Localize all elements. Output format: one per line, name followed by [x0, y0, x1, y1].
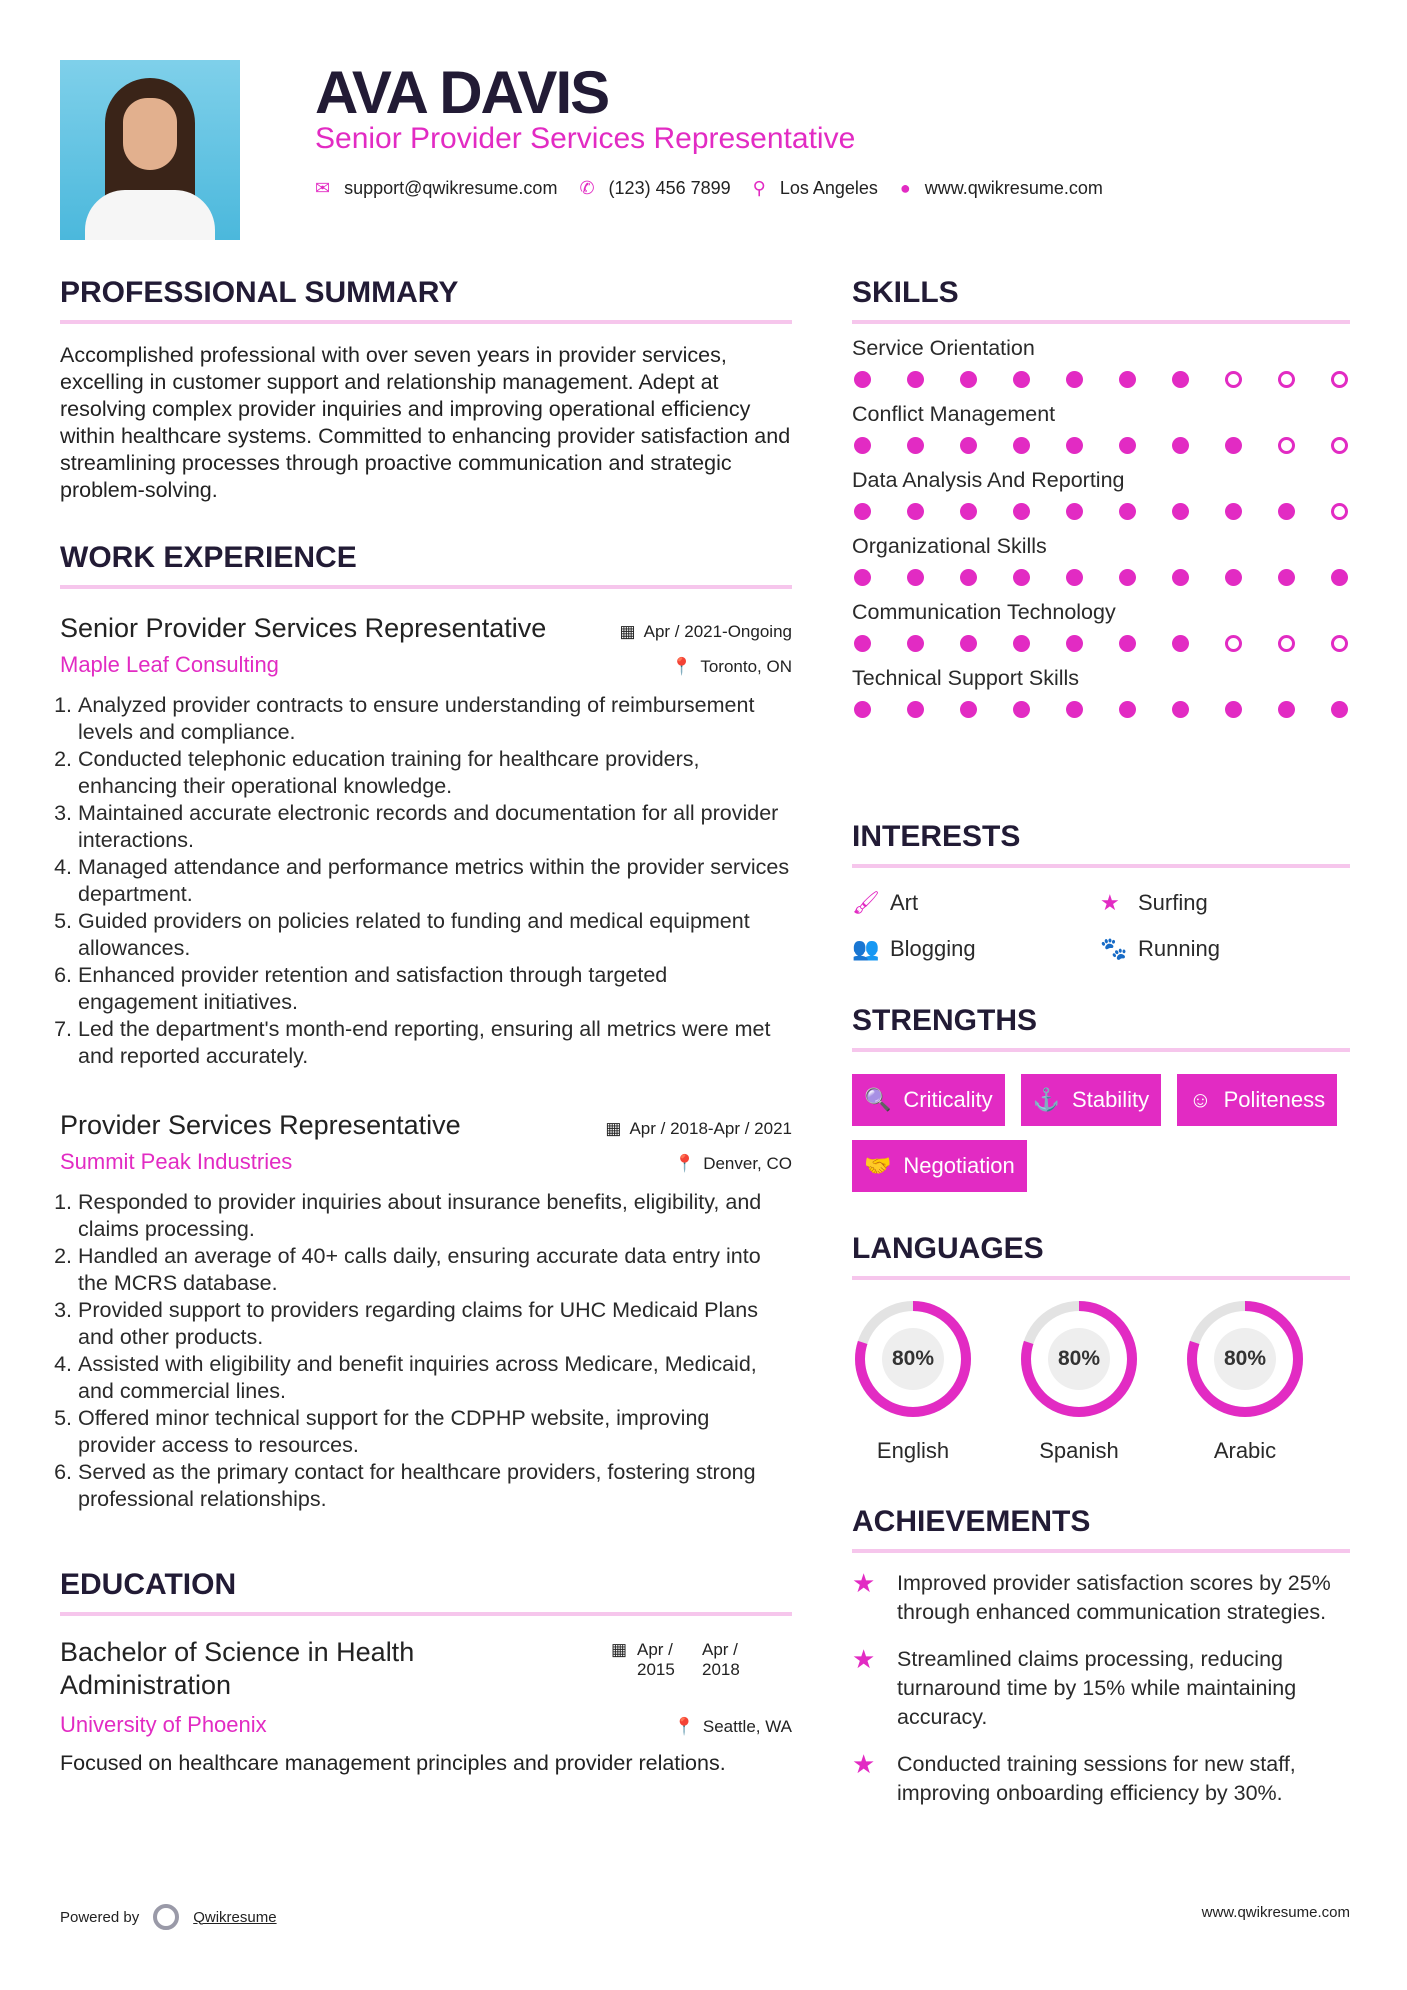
- filled-dot-icon: [1172, 437, 1189, 454]
- interests-section: [852, 820, 1350, 962]
- empty-dot-icon: [1225, 371, 1242, 388]
- website[interactable]: www.qwikresume.com: [924, 178, 1103, 198]
- filled-dot-icon: [1013, 371, 1030, 388]
- footer-url[interactable]: www.qwikresume.com: [1201, 1904, 1350, 1921]
- filled-dot-icon: [854, 371, 871, 388]
- skill-name: Technical Support Skills: [852, 666, 1080, 690]
- skill-rating: [852, 701, 1350, 718]
- globe-icon: ●: [899, 178, 911, 198]
- paw-icon: 🐾: [1100, 936, 1128, 961]
- calendar-icon: ▦: [619, 622, 636, 641]
- filled-dot-icon: [1013, 701, 1030, 718]
- language-percent: 80%: [1048, 1328, 1110, 1390]
- location: Los Angeles: [779, 178, 878, 198]
- language-name: Arabic: [1213, 1438, 1277, 1463]
- work-section: [60, 541, 792, 1513]
- filled-dot-icon: [1225, 569, 1242, 586]
- powered-label: Powered by: [60, 1908, 140, 1926]
- section-heading: PROFESSIONAL SUMMARY: [60, 276, 459, 309]
- summary-section: [60, 276, 792, 504]
- edu-start: Apr / 2015: [637, 1640, 675, 1679]
- strength-label: Negotiation: [903, 1153, 1015, 1178]
- candidate-title: Senior Provider Services Representative: [315, 122, 856, 155]
- filled-dot-icon: [907, 371, 924, 388]
- language-percent: 80%: [1214, 1328, 1276, 1390]
- interest-item: [852, 936, 1100, 962]
- list-item: 1. Responded to provider inquiries about insurance benefits, eligibility, and claims processing.: [78, 1189, 792, 1243]
- filled-dot-icon: [1225, 437, 1242, 454]
- filled-dot-icon: [907, 701, 924, 718]
- empty-dot-icon: [1278, 437, 1295, 454]
- filled-dot-icon: [1119, 437, 1136, 454]
- envelope-icon: ✉: [315, 178, 331, 198]
- degree: Bachelor of Science in Health Administration: [60, 1637, 415, 1700]
- section-heading: LANGUAGES: [852, 1232, 1044, 1265]
- achievement-item: [852, 1750, 1350, 1808]
- filled-dot-icon: [854, 569, 871, 586]
- language-item: [1184, 1298, 1350, 1464]
- list-item: 3. Maintained accurate electronic records and documentation for all provider interactions.: [78, 800, 792, 854]
- strength-label: Criticality: [903, 1087, 993, 1112]
- users-icon: 👥: [852, 936, 880, 961]
- divider: [852, 864, 1350, 868]
- section-heading: EDUCATION: [60, 1568, 237, 1601]
- filled-dot-icon: [854, 437, 871, 454]
- strength-label: Stability: [1072, 1087, 1150, 1112]
- list-item: 6. Served as the primary contact for healthcare providers, fostering strong professional relationships.: [78, 1459, 792, 1513]
- candidate-name: AVA DAVIS: [315, 59, 609, 126]
- job-dates: Apr / 2021-Ongoing: [643, 622, 792, 641]
- filled-dot-icon: [1278, 701, 1295, 718]
- divider: [852, 320, 1350, 324]
- filled-dot-icon: [960, 371, 977, 388]
- skill-item: [852, 402, 1350, 454]
- list-item: 1. Analyzed provider contracts to ensure understanding of reimbursement levels and compliance.: [78, 692, 792, 746]
- list-item: 5. Guided providers on policies related to funding and medical equipment allowances.: [78, 908, 792, 962]
- strength-badge: [1177, 1074, 1337, 1126]
- job-title: Senior Provider Services Representative: [60, 613, 547, 643]
- job-entry: [60, 1110, 792, 1513]
- divider: [60, 320, 792, 324]
- school: University of Phoenix: [60, 1712, 267, 1737]
- star-icon: ★: [852, 1644, 876, 1674]
- filled-dot-icon: [854, 503, 871, 520]
- star-icon: ★: [852, 1568, 876, 1598]
- section-heading: WORK EXPERIENCE: [60, 541, 357, 574]
- job-bullets: [60, 692, 792, 1070]
- divider: [852, 1549, 1350, 1553]
- languages-section: [852, 1232, 1350, 1464]
- email[interactable]: support@qwikresume.com: [344, 178, 558, 198]
- search-icon: 🔍: [864, 1087, 892, 1112]
- interest-label: Running: [1138, 936, 1220, 961]
- strength-badge: [852, 1140, 1027, 1192]
- filled-dot-icon: [1066, 569, 1083, 586]
- calendar-icon: ▦: [610, 1640, 627, 1659]
- empty-dot-icon: [1278, 371, 1295, 388]
- achievements-section: [852, 1505, 1350, 1808]
- filled-dot-icon: [1331, 569, 1348, 586]
- company: Summit Peak Industries: [60, 1149, 293, 1174]
- language-name: English: [876, 1438, 950, 1463]
- edu-description: Focused on healthcare management principles and provider relations.: [60, 1751, 726, 1775]
- qwikresume-logo-icon: [153, 1904, 179, 1930]
- filled-dot-icon: [1172, 701, 1189, 718]
- filled-dot-icon: [907, 437, 924, 454]
- edu-location: Seattle, WA: [702, 1717, 792, 1736]
- empty-dot-icon: [1331, 371, 1348, 388]
- interest-label: Art: [890, 890, 919, 915]
- skill-name: Data Analysis And Reporting: [852, 468, 1125, 492]
- empty-dot-icon: [1278, 635, 1295, 652]
- achievement-item: [852, 1645, 1350, 1732]
- job-title: Provider Services Representative: [60, 1110, 461, 1140]
- filled-dot-icon: [1119, 503, 1136, 520]
- filled-dot-icon: [1119, 371, 1136, 388]
- achievement-text: Streamlined claims processing, reducing turnaround time by 15% while maintaining accuracy.: [897, 1647, 1297, 1729]
- list-item: 3. Provided support to providers regarding claims for UHC Medicaid Plans and other products.: [78, 1297, 792, 1351]
- filled-dot-icon: [1225, 701, 1242, 718]
- pin-icon: 📍: [673, 1717, 695, 1736]
- filled-dot-icon: [960, 701, 977, 718]
- job-location: Denver, CO: [703, 1154, 792, 1173]
- filled-dot-icon: [1013, 437, 1030, 454]
- skill-name: Conflict Management: [852, 402, 1056, 426]
- interest-item: [1100, 936, 1348, 962]
- filled-dot-icon: [960, 503, 977, 520]
- strength-label: Politeness: [1223, 1087, 1326, 1112]
- filled-dot-icon: [1278, 503, 1295, 520]
- filled-dot-icon: [1225, 503, 1242, 520]
- list-item: 4. Managed attendance and performance metrics within the provider services department.: [78, 854, 792, 908]
- brush-icon: 🖌: [852, 890, 880, 915]
- skill-rating: [852, 371, 1350, 388]
- filled-dot-icon: [1331, 701, 1348, 718]
- divider: [60, 585, 792, 589]
- filled-dot-icon: [1066, 437, 1083, 454]
- phone-icon: ✆: [579, 178, 595, 198]
- divider: [852, 1048, 1350, 1052]
- list-item: 5. Offered minor technical support for the CDPHP website, improving provider access to resources.: [78, 1405, 792, 1459]
- skills-section: [852, 276, 1350, 718]
- filled-dot-icon: [1066, 635, 1083, 652]
- filled-dot-icon: [960, 569, 977, 586]
- pin-icon: 📍: [671, 657, 693, 676]
- filled-dot-icon: [1013, 569, 1030, 586]
- skill-name: Organizational Skills: [852, 534, 1047, 558]
- interest-label: Blogging: [890, 936, 976, 961]
- skill-item: [852, 336, 1350, 388]
- achievement-text: Conducted training sessions for new staff, improving onboarding efficiency by 30%.: [897, 1752, 1296, 1805]
- divider: [852, 1276, 1350, 1280]
- filled-dot-icon: [1013, 503, 1030, 520]
- filled-dot-icon: [1172, 503, 1189, 520]
- empty-dot-icon: [1331, 635, 1348, 652]
- brand-link[interactable]: Qwikresume: [193, 1908, 277, 1926]
- section-heading: ACHIEVEMENTS: [852, 1505, 1091, 1538]
- language-percent: 80%: [882, 1328, 944, 1390]
- skill-rating: [852, 569, 1350, 586]
- skill-item: [852, 600, 1350, 652]
- filled-dot-icon: [1119, 701, 1136, 718]
- list-item: 7. Led the department's month-end reporting, ensuring all metrics were met and reported accurately.: [78, 1016, 792, 1070]
- filled-dot-icon: [1119, 635, 1136, 652]
- strengths-section: [852, 1004, 1350, 1192]
- strength-badge: [1021, 1074, 1161, 1126]
- filled-dot-icon: [854, 701, 871, 718]
- smile-icon: ☺: [1189, 1087, 1212, 1112]
- filled-dot-icon: [960, 437, 977, 454]
- footer-powered: [60, 1904, 277, 1930]
- interest-label: Surfing: [1138, 890, 1208, 915]
- anchor-icon: ⚓: [1032, 1087, 1061, 1112]
- job-entry: [60, 613, 792, 1070]
- interest-item: [1100, 890, 1348, 916]
- filled-dot-icon: [1013, 635, 1030, 652]
- language-name: Spanish: [1039, 1438, 1119, 1463]
- phone: (123) 456 7899: [608, 178, 731, 198]
- section-heading: STRENGTHS: [852, 1004, 1038, 1037]
- empty-dot-icon: [1331, 437, 1348, 454]
- summary-text: Accomplished professional with over seven years in provider services, excelling in customer support and relationship management. Adept at resolving complex provider inquiries and improving operational efficiency within healthcare systems. Committed to enhancing provider satisfaction and streamlining processes through proactive communication and strategic problem-solving.: [60, 343, 791, 502]
- filled-dot-icon: [1278, 569, 1295, 586]
- filled-dot-icon: [1172, 635, 1189, 652]
- job-bullets: [60, 1189, 792, 1513]
- strength-badge: [852, 1074, 1005, 1126]
- star-icon: ★: [852, 1749, 876, 1779]
- job-location: Toronto, ON: [700, 657, 792, 676]
- filled-dot-icon: [1119, 569, 1136, 586]
- empty-dot-icon: [1331, 503, 1348, 520]
- interest-item: [852, 890, 1100, 916]
- filled-dot-icon: [1066, 371, 1083, 388]
- skill-rating: [852, 437, 1350, 454]
- contact-info: [315, 178, 1125, 199]
- list-item: 2. Handled an average of 40+ calls daily, ensuring accurate data entry into the MCRS database.: [78, 1243, 792, 1297]
- skill-rating: [852, 635, 1350, 652]
- achievement-text: Improved provider satisfaction scores by 25% through enhanced communication strategies.: [897, 1571, 1331, 1624]
- filled-dot-icon: [960, 635, 977, 652]
- list-item: 6. Enhanced provider retention and satisfaction through targeted engagement initiatives.: [78, 962, 792, 1016]
- pin-icon: 📍: [674, 1154, 696, 1173]
- profile-photo: [60, 60, 240, 240]
- skill-name: Service Orientation: [852, 336, 1035, 360]
- skill-rating: [852, 503, 1350, 520]
- filled-dot-icon: [1066, 503, 1083, 520]
- skill-item: [852, 666, 1350, 718]
- map-pin-icon: ⚲: [752, 178, 766, 198]
- section-heading: SKILLS: [852, 276, 959, 309]
- list-item: 2. Conducted telephonic education training for healthcare providers, enhancing their operational knowledge.: [78, 746, 792, 800]
- language-item: [1018, 1298, 1184, 1464]
- list-item: 4. Assisted with eligibility and benefit inquiries across Medicare, Medicaid, and commercial lines.: [78, 1351, 792, 1405]
- education-section: [60, 1568, 792, 1777]
- filled-dot-icon: [1172, 569, 1189, 586]
- section-heading: INTERESTS: [852, 820, 1021, 853]
- filled-dot-icon: [907, 569, 924, 586]
- job-dates: Apr / 2018-Apr / 2021: [629, 1119, 792, 1138]
- filled-dot-icon: [854, 635, 871, 652]
- calendar-icon: ▦: [605, 1119, 622, 1138]
- company: Maple Leaf Consulting: [60, 652, 279, 677]
- skill-item: [852, 534, 1350, 586]
- skill-name: Communication Technology: [852, 600, 1116, 624]
- filled-dot-icon: [907, 635, 924, 652]
- handshake-icon: 🤝: [864, 1153, 892, 1178]
- edu-end: Apr / 2018: [702, 1640, 740, 1679]
- filled-dot-icon: [1172, 371, 1189, 388]
- language-item: [852, 1298, 1018, 1464]
- filled-dot-icon: [1066, 701, 1083, 718]
- achievement-item: [852, 1569, 1350, 1627]
- divider: [60, 1612, 792, 1616]
- filled-dot-icon: [907, 503, 924, 520]
- skill-item: [852, 468, 1350, 520]
- star-icon: ★: [1100, 890, 1120, 915]
- empty-dot-icon: [1225, 635, 1242, 652]
